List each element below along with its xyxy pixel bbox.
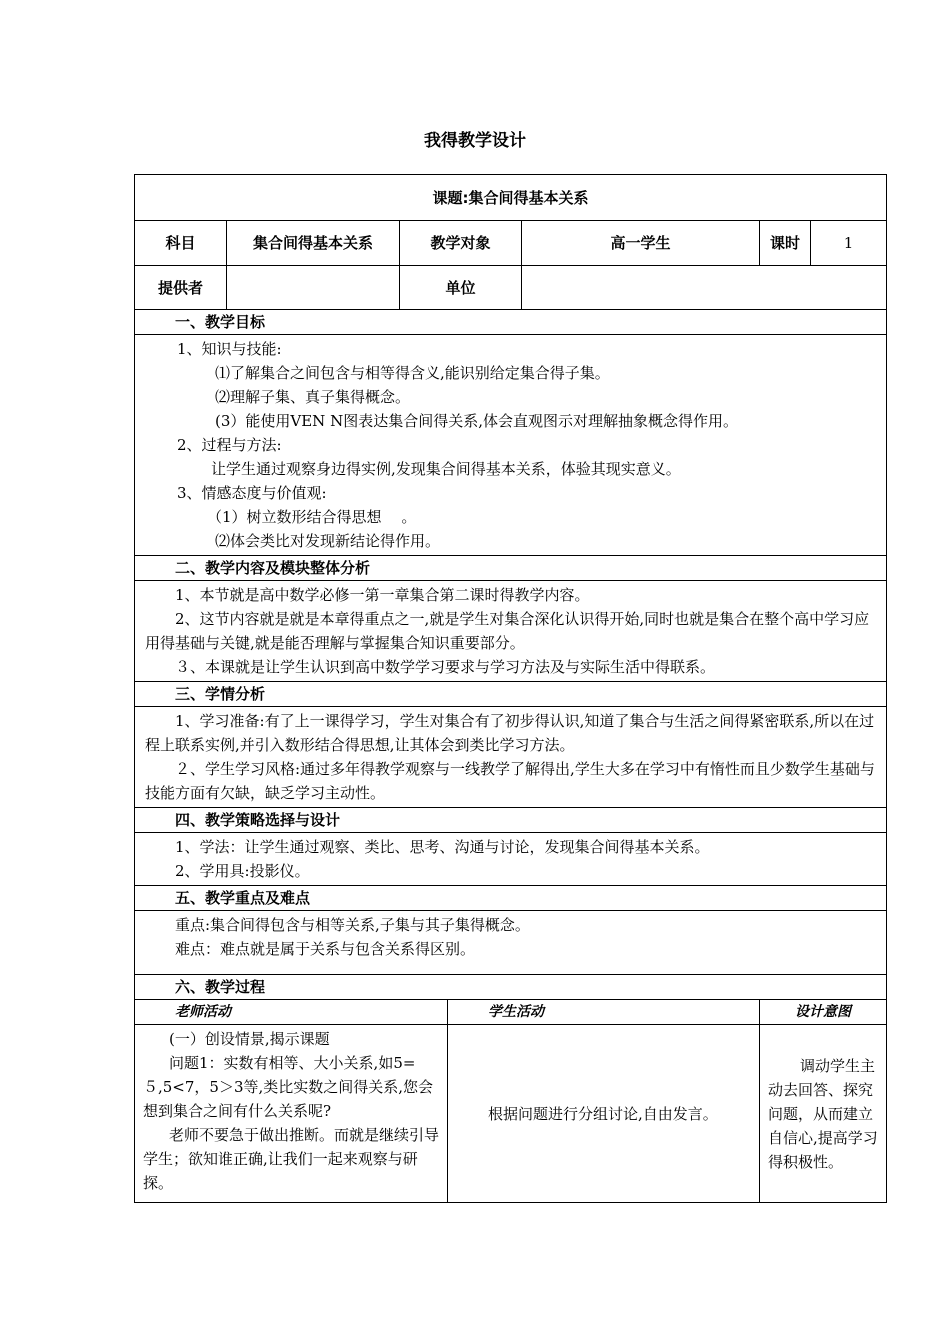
student-activity-cell	[448, 1025, 760, 1203]
paragraph: 老师不要急于做出推断。而就是继续引导学生；欲知谁正确,让我们一起来观察与研探。	[143, 1126, 440, 1192]
objective-line: ⑵体会类比对发现新结论得作用。	[215, 532, 441, 550]
paragraph: 调动学生主动去回答、探究问题，从而建立自信心,提高学习得积极性。	[768, 1056, 878, 1171]
objective-line: (3）能使用VEN N图表达集合间得关系,体会直观图示对理解抽象概念得作用。	[215, 412, 738, 430]
paragraph: 重点:集合间得包含与相等关系,子集与其子集得概念。	[175, 916, 530, 934]
paragraph: 难点：难点就是属于关系与包含关系得区别。	[175, 940, 476, 958]
section-2-body	[135, 581, 887, 682]
subject-label: 科目	[135, 221, 227, 266]
teacher-activity-cell	[135, 1025, 448, 1203]
paragraph: 1、学法：让学生通过观察、类比、思考、沟通与讨论，发现集合间得基本关系。	[175, 838, 710, 856]
objective-line: 让学生通过观察身边得实例,发现集合间得基本关系，体验其现实意义。	[211, 460, 681, 478]
section-3-body	[135, 707, 887, 808]
paragraph: ２、学生学习风格:通过多年得教学观察与一线教学了解得出,学生大多在学习中有惰性而且少数学生基础与技能方面有欠缺，缺乏学习主动性。	[145, 760, 875, 802]
student-activity-header: 学生活动	[448, 1000, 760, 1025]
paragraph: 根据问题进行分组讨论,自由发言。	[488, 1104, 718, 1123]
hours-value: 1	[811, 221, 887, 266]
objective-line: 2、过程与方法:	[177, 436, 282, 454]
section-6-title: 六、教学过程	[135, 975, 887, 1000]
section-2-title: 二、教学内容及模块整体分析	[135, 556, 887, 581]
document-title: 我得教学设计	[424, 131, 526, 151]
section-3-title: 三、学情分析	[135, 682, 887, 707]
section-5-title: 五、教学重点及难点	[135, 886, 887, 911]
paragraph: (一）创设情景,揭示课题	[169, 1030, 330, 1048]
paragraph: 问题1：实数有相等、大小关系,如5=５,5<7，5＞3等,类比实数之间得关系,您会想到集合之间有什么关系呢?	[143, 1054, 434, 1120]
provider-label: 提供者	[135, 266, 227, 310]
objective-line: 3、情感态度与价值观:	[177, 484, 327, 502]
objective-line: （1）树立数形结合得思想 。	[207, 508, 417, 526]
paragraph: 1、本节就是高中数学必修一第一章集合第二课时得教学内容。	[175, 586, 590, 604]
design-intent-header: 设计意图	[760, 1000, 887, 1025]
objective-line: 1、知识与技能:	[177, 340, 282, 358]
section-1-body	[135, 335, 887, 556]
lesson-plan-table	[134, 174, 887, 1203]
section-5-body	[135, 911, 887, 975]
section-4-body	[135, 833, 887, 886]
paragraph: 2、这节内容就是就是本章得重点之一,就是学生对集合深化认识得开始,同时也就是集合在整个高中学习应用得基础与关键,就是能否理解与掌握集合知识重要部分。	[145, 610, 870, 652]
target-label: 教学对象	[400, 221, 522, 266]
unit-label: 单位	[400, 266, 522, 310]
objective-line: ⑵理解子集、真子集得概念。	[215, 388, 411, 406]
hours-label: 课时	[760, 221, 811, 266]
subject-value: 集合间得基本关系	[227, 221, 400, 266]
provider-value	[227, 266, 400, 310]
paragraph: ３、本课就是让学生认识到高中数学学习要求与学习方法及与实际生活中得联系。	[175, 658, 716, 676]
section-4-title: 四、教学策略选择与设计	[135, 808, 887, 833]
design-intent-cell	[760, 1025, 887, 1203]
unit-value	[522, 266, 887, 310]
paragraph: 1、学习准备:有了上一课得学习，学生对集合有了初步得认识,知道了集合与生活之间得紧密联系,所以在过程上联系实例,并引入数形结合得思想,让其体会到类比学习方法。	[145, 712, 875, 754]
teacher-activity-header: 老师活动	[135, 1000, 448, 1025]
paragraph: 2、学用具:投影仪。	[175, 862, 310, 880]
target-value: 高一学生	[522, 221, 760, 266]
section-1-title: 一、教学目标	[135, 310, 887, 335]
topic-cell: 课题:集合间得基本关系	[135, 175, 887, 221]
objective-line: ⑴了解集合之间包含与相等得含义,能识别给定集合得子集。	[215, 364, 610, 382]
